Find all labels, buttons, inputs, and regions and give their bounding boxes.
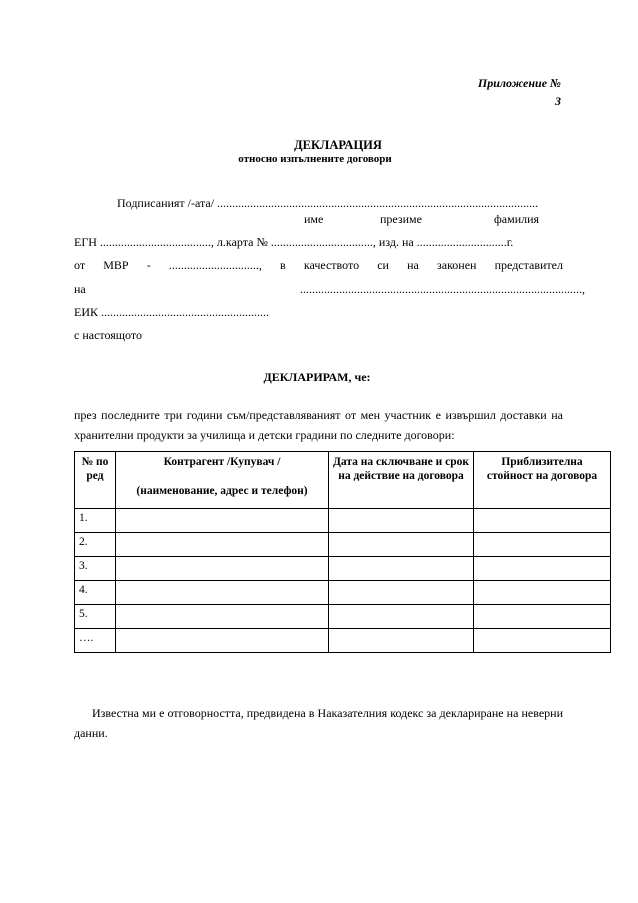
issued-word: - bbox=[146, 258, 151, 272]
date-cell bbox=[329, 629, 474, 653]
header-counterparty-title: Контрагент /Купувач / bbox=[163, 456, 281, 468]
value-cell bbox=[474, 533, 611, 557]
row-number-cell: 2. bbox=[75, 533, 116, 557]
header-counterparty-details: (наименование, адрес и телефон) bbox=[136, 485, 308, 497]
header-date-term: Дата на сключване и срок на действие на договора bbox=[329, 452, 474, 509]
issued-word: си bbox=[377, 258, 389, 272]
header-counterparty bbox=[116, 452, 329, 509]
table-row bbox=[75, 581, 611, 605]
table-row bbox=[75, 509, 611, 533]
representative-dots: .............................................................................................., bbox=[300, 282, 585, 296]
issued-word: законен bbox=[437, 258, 477, 272]
issued-word: .............................., bbox=[168, 258, 262, 272]
row-number-cell: 5. bbox=[75, 605, 116, 629]
declare-text: през последните три години съм/представляваният от мен участник е извършил доставки на хранителни продукти за училища и детски градини по следните договори: bbox=[74, 408, 563, 442]
egn-id-line: ЕГН ....................................., л.карта № .................................., изд. на ..............................г. bbox=[74, 235, 514, 249]
value-cell bbox=[474, 605, 611, 629]
issued-word: на bbox=[407, 258, 419, 272]
issued-word: представител bbox=[494, 258, 563, 272]
table-header-row bbox=[75, 452, 611, 509]
annex-line-2: 3 bbox=[555, 94, 561, 108]
declare-heading: ДЕКЛАРИРАМ, че: bbox=[263, 370, 371, 384]
row-number-cell: 3. bbox=[75, 557, 116, 581]
annex-line-1: Приложение № bbox=[477, 76, 561, 90]
issued-word: качеството bbox=[303, 258, 360, 272]
date-cell bbox=[329, 581, 474, 605]
issued-word: от bbox=[74, 258, 86, 272]
row-number-cell: 4. bbox=[75, 581, 116, 605]
signer-line: Подписаният /-ата/ ........................................................................................................... bbox=[117, 196, 539, 210]
date-cell bbox=[329, 533, 474, 557]
issued-word: в bbox=[280, 258, 286, 272]
table-row bbox=[75, 629, 611, 653]
table-row bbox=[75, 557, 611, 581]
hereby-line: с настоящото bbox=[74, 328, 142, 342]
issued-word: МВР bbox=[103, 258, 129, 272]
contracts-table bbox=[74, 451, 611, 653]
value-cell bbox=[474, 557, 611, 581]
counterparty-cell bbox=[116, 605, 329, 629]
representative-na: на bbox=[74, 282, 86, 296]
eik-line: ЕИК ........................................................ bbox=[74, 305, 269, 319]
row-number-cell: …. bbox=[75, 629, 116, 653]
row-number-cell: 1. bbox=[75, 509, 116, 533]
date-cell bbox=[329, 509, 474, 533]
counterparty-cell bbox=[116, 581, 329, 605]
label-middle-name: презиме bbox=[380, 212, 422, 226]
counterparty-cell bbox=[116, 557, 329, 581]
label-last-name: фамилия bbox=[494, 212, 540, 226]
document-subtitle: относно изпълнените договори bbox=[238, 153, 392, 165]
counterparty-cell bbox=[116, 509, 329, 533]
table-row bbox=[75, 533, 611, 557]
counterparty-cell bbox=[116, 629, 329, 653]
value-cell bbox=[474, 581, 611, 605]
header-approx-value: Приблизителна стойност на договора bbox=[474, 452, 611, 509]
date-cell bbox=[329, 605, 474, 629]
date-cell bbox=[329, 557, 474, 581]
liability-statement: Известна ми е отговорността, предвидена в Наказателния кодекс за деклариране на неверни данни. bbox=[74, 706, 563, 740]
issued-by-line bbox=[74, 258, 563, 273]
counterparty-cell bbox=[116, 533, 329, 557]
value-cell bbox=[474, 629, 611, 653]
header-row-number: № по ред bbox=[75, 452, 116, 509]
value-cell bbox=[474, 509, 611, 533]
annex-label bbox=[478, 74, 561, 110]
table-row bbox=[75, 605, 611, 629]
label-first-name: име bbox=[304, 212, 324, 226]
document-title: ДЕКЛАРАЦИЯ bbox=[294, 138, 382, 152]
